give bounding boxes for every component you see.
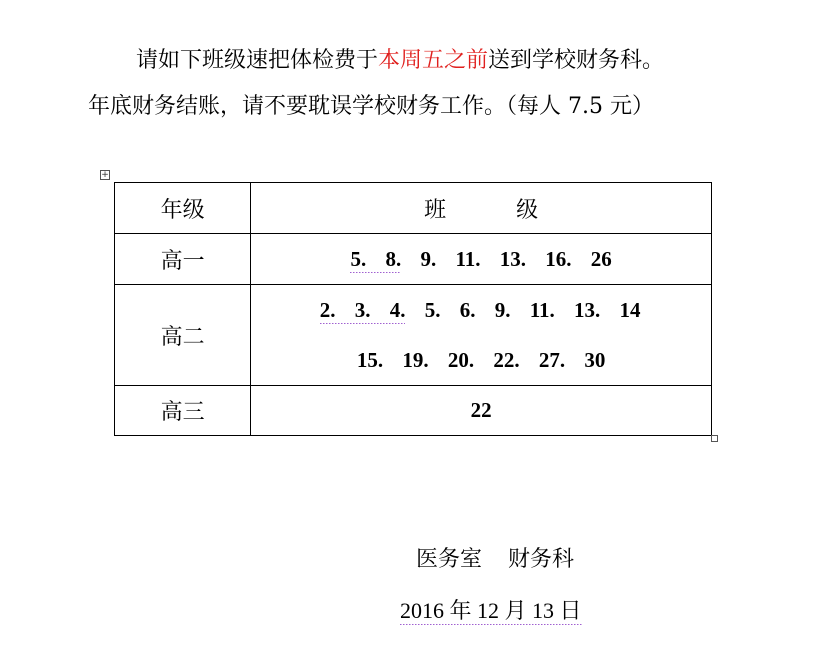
notice-line-1-end: 送到学校财务科。 bbox=[488, 48, 665, 73]
signature-date bbox=[400, 596, 582, 626]
header-class-part-1: 班 bbox=[424, 197, 447, 223]
classes-cell-senior-3: 22 bbox=[251, 386, 712, 436]
classes-senior-2-lead: 2. 3. 4. bbox=[319, 298, 406, 322]
table-row bbox=[115, 234, 712, 285]
classes-senior-2-line-1 bbox=[249, 285, 711, 335]
notice-line-2: 年底财务结账，请不要耽误学校财务工作。（每人 7.5 元） bbox=[88, 94, 654, 119]
grade-cell-senior-1: 高一 bbox=[115, 234, 251, 285]
header-grade: 年级 bbox=[115, 183, 251, 234]
table-row bbox=[115, 285, 712, 386]
table-move-handle-icon[interactable]: + bbox=[101, 170, 109, 180]
grade-cell-senior-2: 高二 bbox=[115, 285, 251, 386]
signature-date-text: 2016 年 12 月 13 日 bbox=[400, 598, 582, 623]
classes-senior-1-rest: 9. 11. 13. 16. 26 bbox=[420, 246, 612, 271]
notice-line-1 bbox=[136, 46, 664, 76]
class-list-table bbox=[114, 182, 712, 436]
classes-senior-1-lead: 5. 8. bbox=[350, 246, 402, 271]
classes-senior-2-line-2: 15. 19. 20. 22. 27. 30 bbox=[356, 348, 606, 372]
signature-office bbox=[416, 545, 574, 575]
notice-deadline-highlight: 本周五之前 bbox=[378, 48, 489, 73]
grade-cell-senior-3: 高三 bbox=[115, 386, 251, 436]
classes-cell-senior-1 bbox=[251, 234, 712, 285]
table-header-row bbox=[115, 183, 712, 234]
classes-cell-senior-2 bbox=[251, 285, 712, 386]
notice-line-1-start: 请如下班级速把体检费于 bbox=[136, 48, 379, 73]
signature-office-part-1: 医务室 bbox=[416, 547, 483, 572]
classes-senior-2-rest: 5. 6. 9. 11. 13. 14 bbox=[424, 298, 641, 322]
header-class bbox=[251, 183, 712, 234]
table-row bbox=[115, 386, 712, 436]
signature-office-part-2: 财务科 bbox=[508, 547, 575, 572]
table-resize-handle-icon[interactable] bbox=[711, 435, 718, 442]
header-class-part-2: 级 bbox=[516, 197, 539, 223]
